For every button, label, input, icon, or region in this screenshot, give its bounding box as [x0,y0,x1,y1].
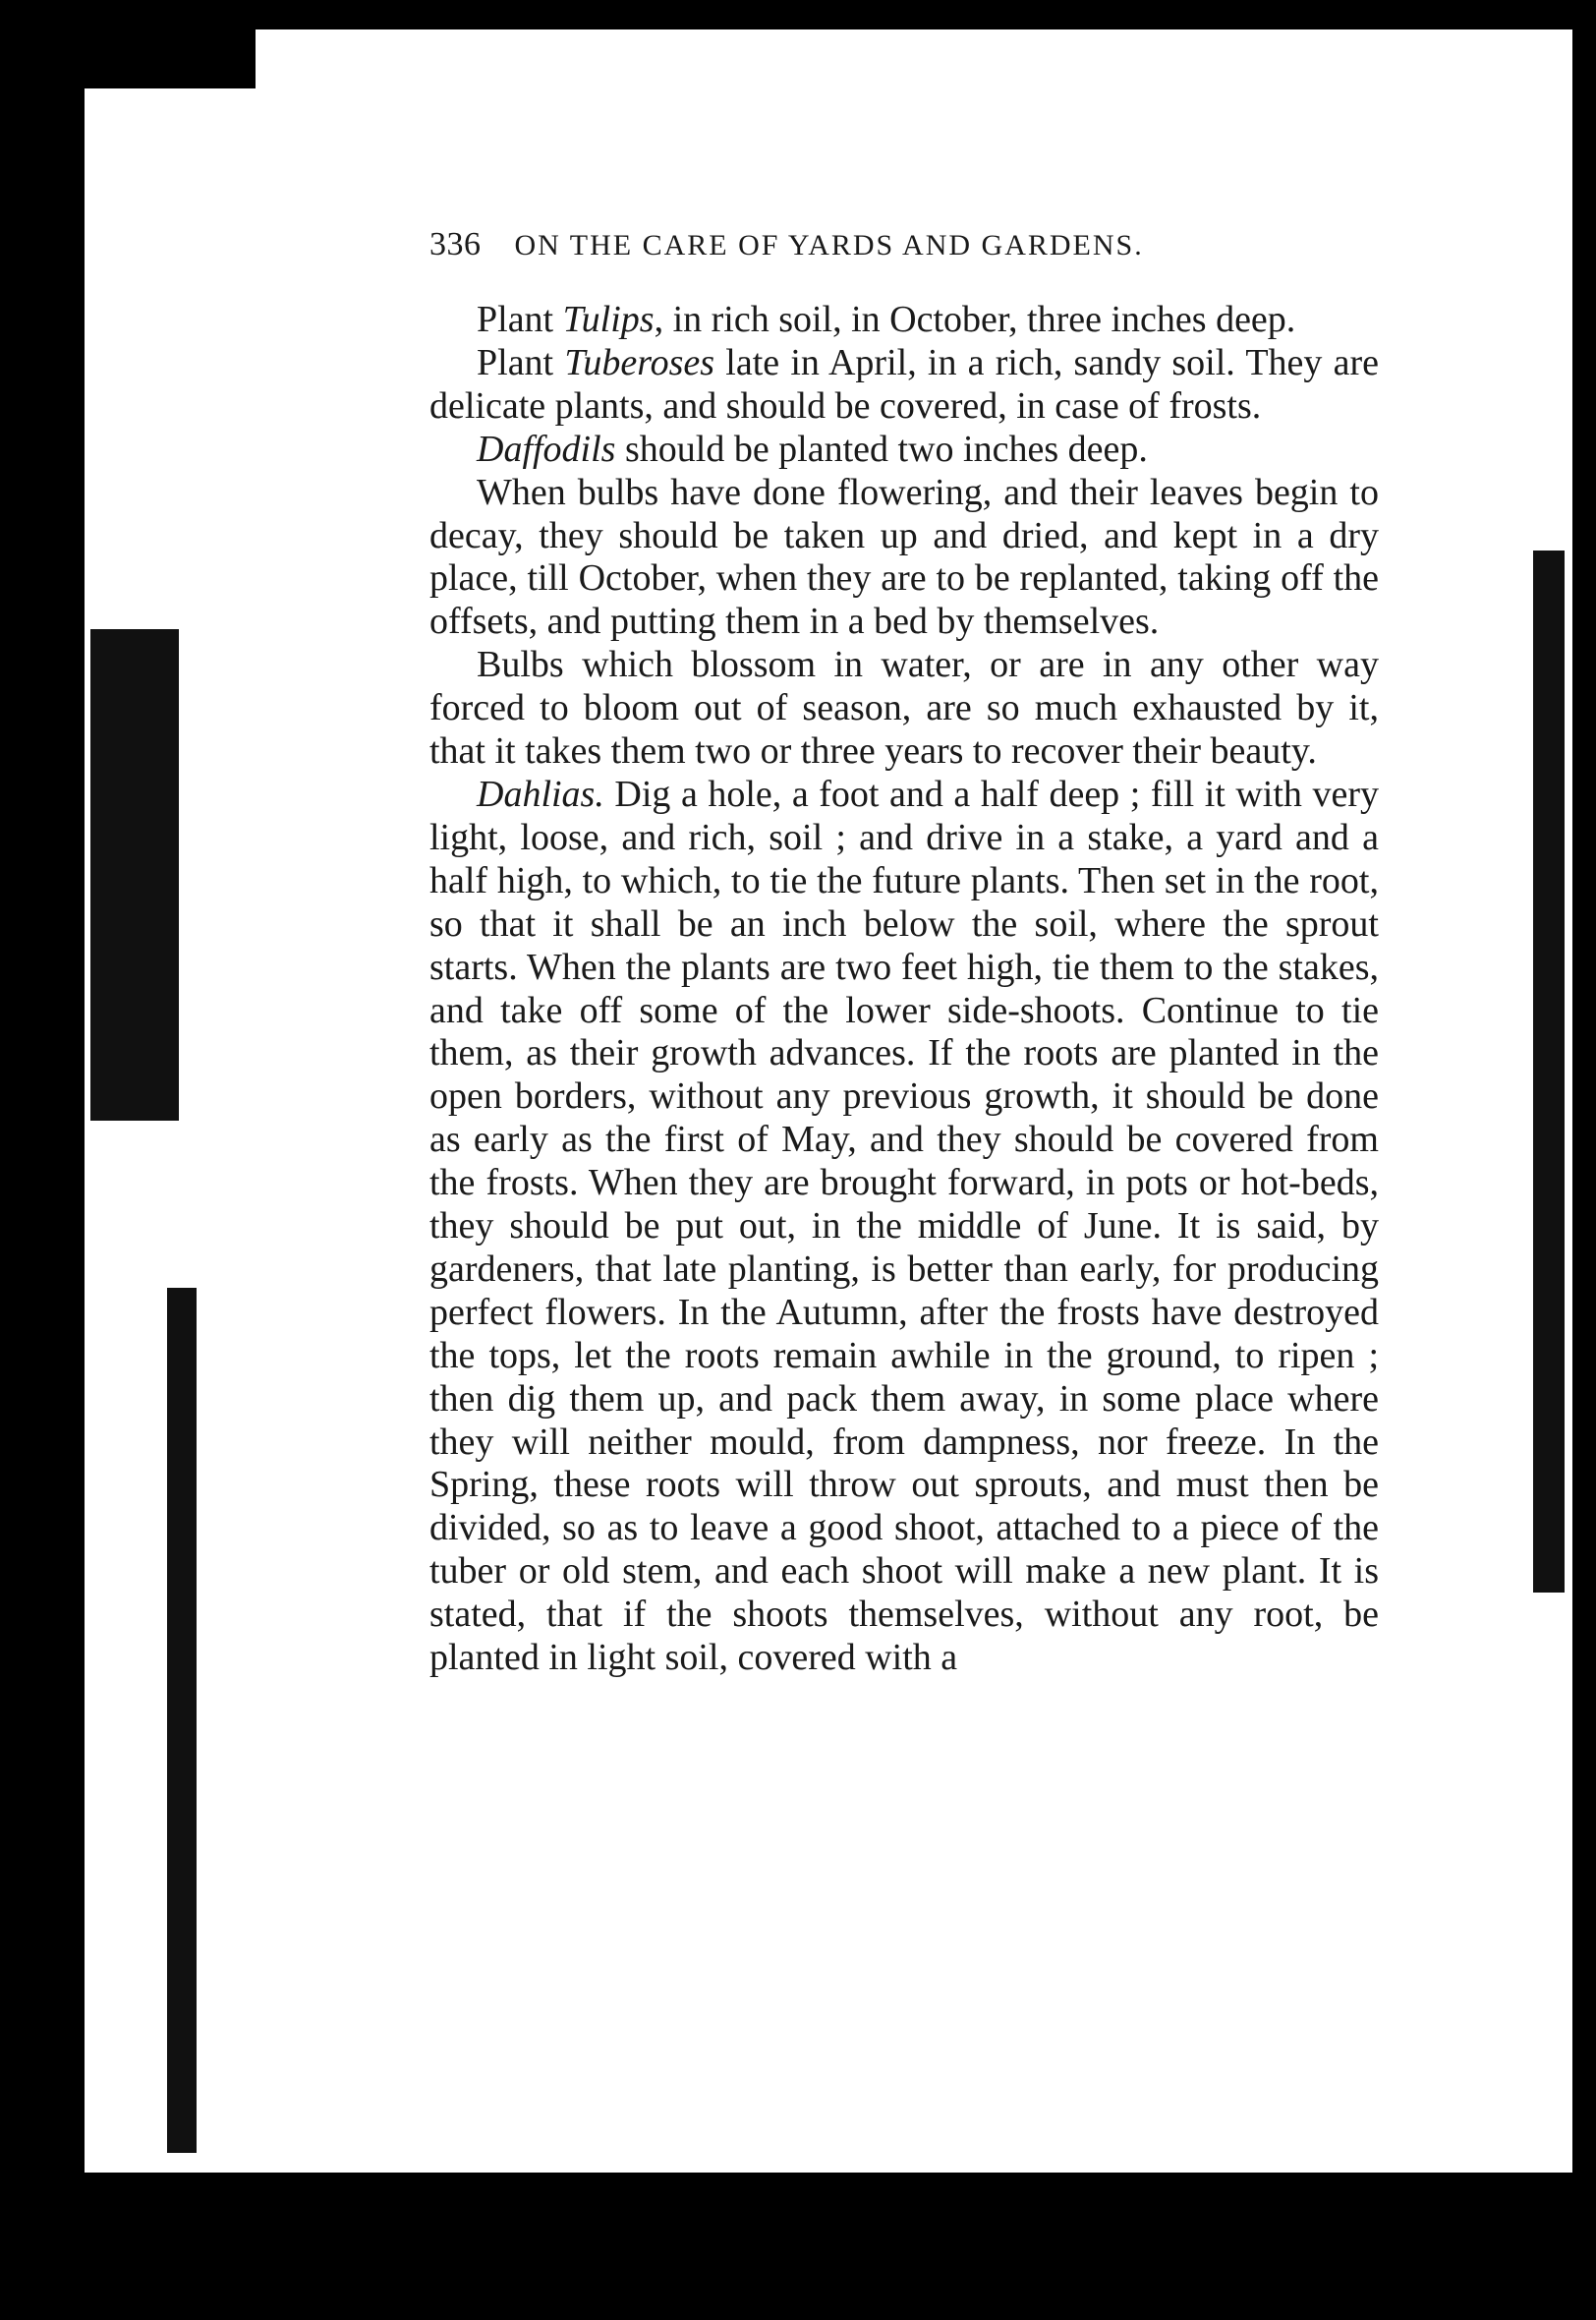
paragraph [429,299,1379,342]
scan-border-bottom [0,2173,1596,2320]
paragraph-text: should be planted two inches deep. [615,428,1148,470]
paragraph-text: , in rich soil, in October, three inches deep. [654,299,1296,340]
italic-term: Tulips [562,299,655,340]
paragraph [429,342,1379,429]
paragraph-text: Plant [477,299,563,340]
gutter-smudge [90,629,179,1121]
paragraph-text: Plant [477,341,565,383]
running-head [429,226,1379,263]
italic-term: Dahlias. [477,773,604,815]
paragraph [429,644,1379,774]
running-title: ON THE CARE OF YARDS AND GARDENS. [514,229,1144,261]
paragraph-text: Bulbs which blossom in water, or are in any other way forced to bloom out of season, are so much exhausted by it, that it takes them two or three years to recover their beauty. [429,644,1379,773]
paragraph-text: When bulbs have done flowering, and their leaves begin to decay, they should be taken up and dried, and kept in a dry place, till October, when they are to be replanted, taking off the offsets, and putting them in a bed by themselves. [429,471,1379,643]
binding-shadow [57,79,85,2320]
paragraph-text: Dig a hole, a foot and a half deep ; fill it with very light, loose, and rich, soil ; and drive in a stake, a yard and a half high, to which, to tie the future plants. Then set in the root, so that it shall be an inch below the soil, where the sprout starts. When the plants are two feet high, tie them to the stakes, and take off some of the lower side-shoots. Continue to tie them, as their growth advances. If the roots are planted in the open borders, without any previous growth, it should be done as early as the first of May, and they should be covered from the frosts. When they are brought forward, in pots or hot-beds, they should be put out, in the middle of June. It is said, by gardeners, that late planting, is better than early, for producing perfect flowers. In the Autumn, after the frosts have destroyed the tops, let the roots remain awhile in the ground, to ripen ; then dig them up, and pack them away, in some place where they will neither mould, from dampness, nor freeze. In the Spring, these roots will throw out sprouts, and must then be divided, so as to leave a good shoot, attached to a piece of the tuber or old stem, and each shoot will make a new plant. It is stated, that if the shoots themselves, without any root, be planted in light soil, covered with a [429,773,1379,1679]
page-number: 336 [429,226,482,262]
gutter-smudge [167,1288,197,2153]
italic-term: Tuberoses [564,341,715,383]
paragraph [429,472,1379,645]
italic-term: Daffodils [477,428,616,470]
gutter-smudge [1533,551,1565,1593]
paragraph [429,774,1379,1680]
scan-border-left [0,0,57,2320]
scan-border-right [1572,0,1596,2320]
paragraph-text: late in April, in a rich, sandy soil. They are delicate plants, and should be covered, in case of frosts. [429,341,1379,427]
body-text [429,299,1379,1680]
paragraph [429,429,1379,472]
